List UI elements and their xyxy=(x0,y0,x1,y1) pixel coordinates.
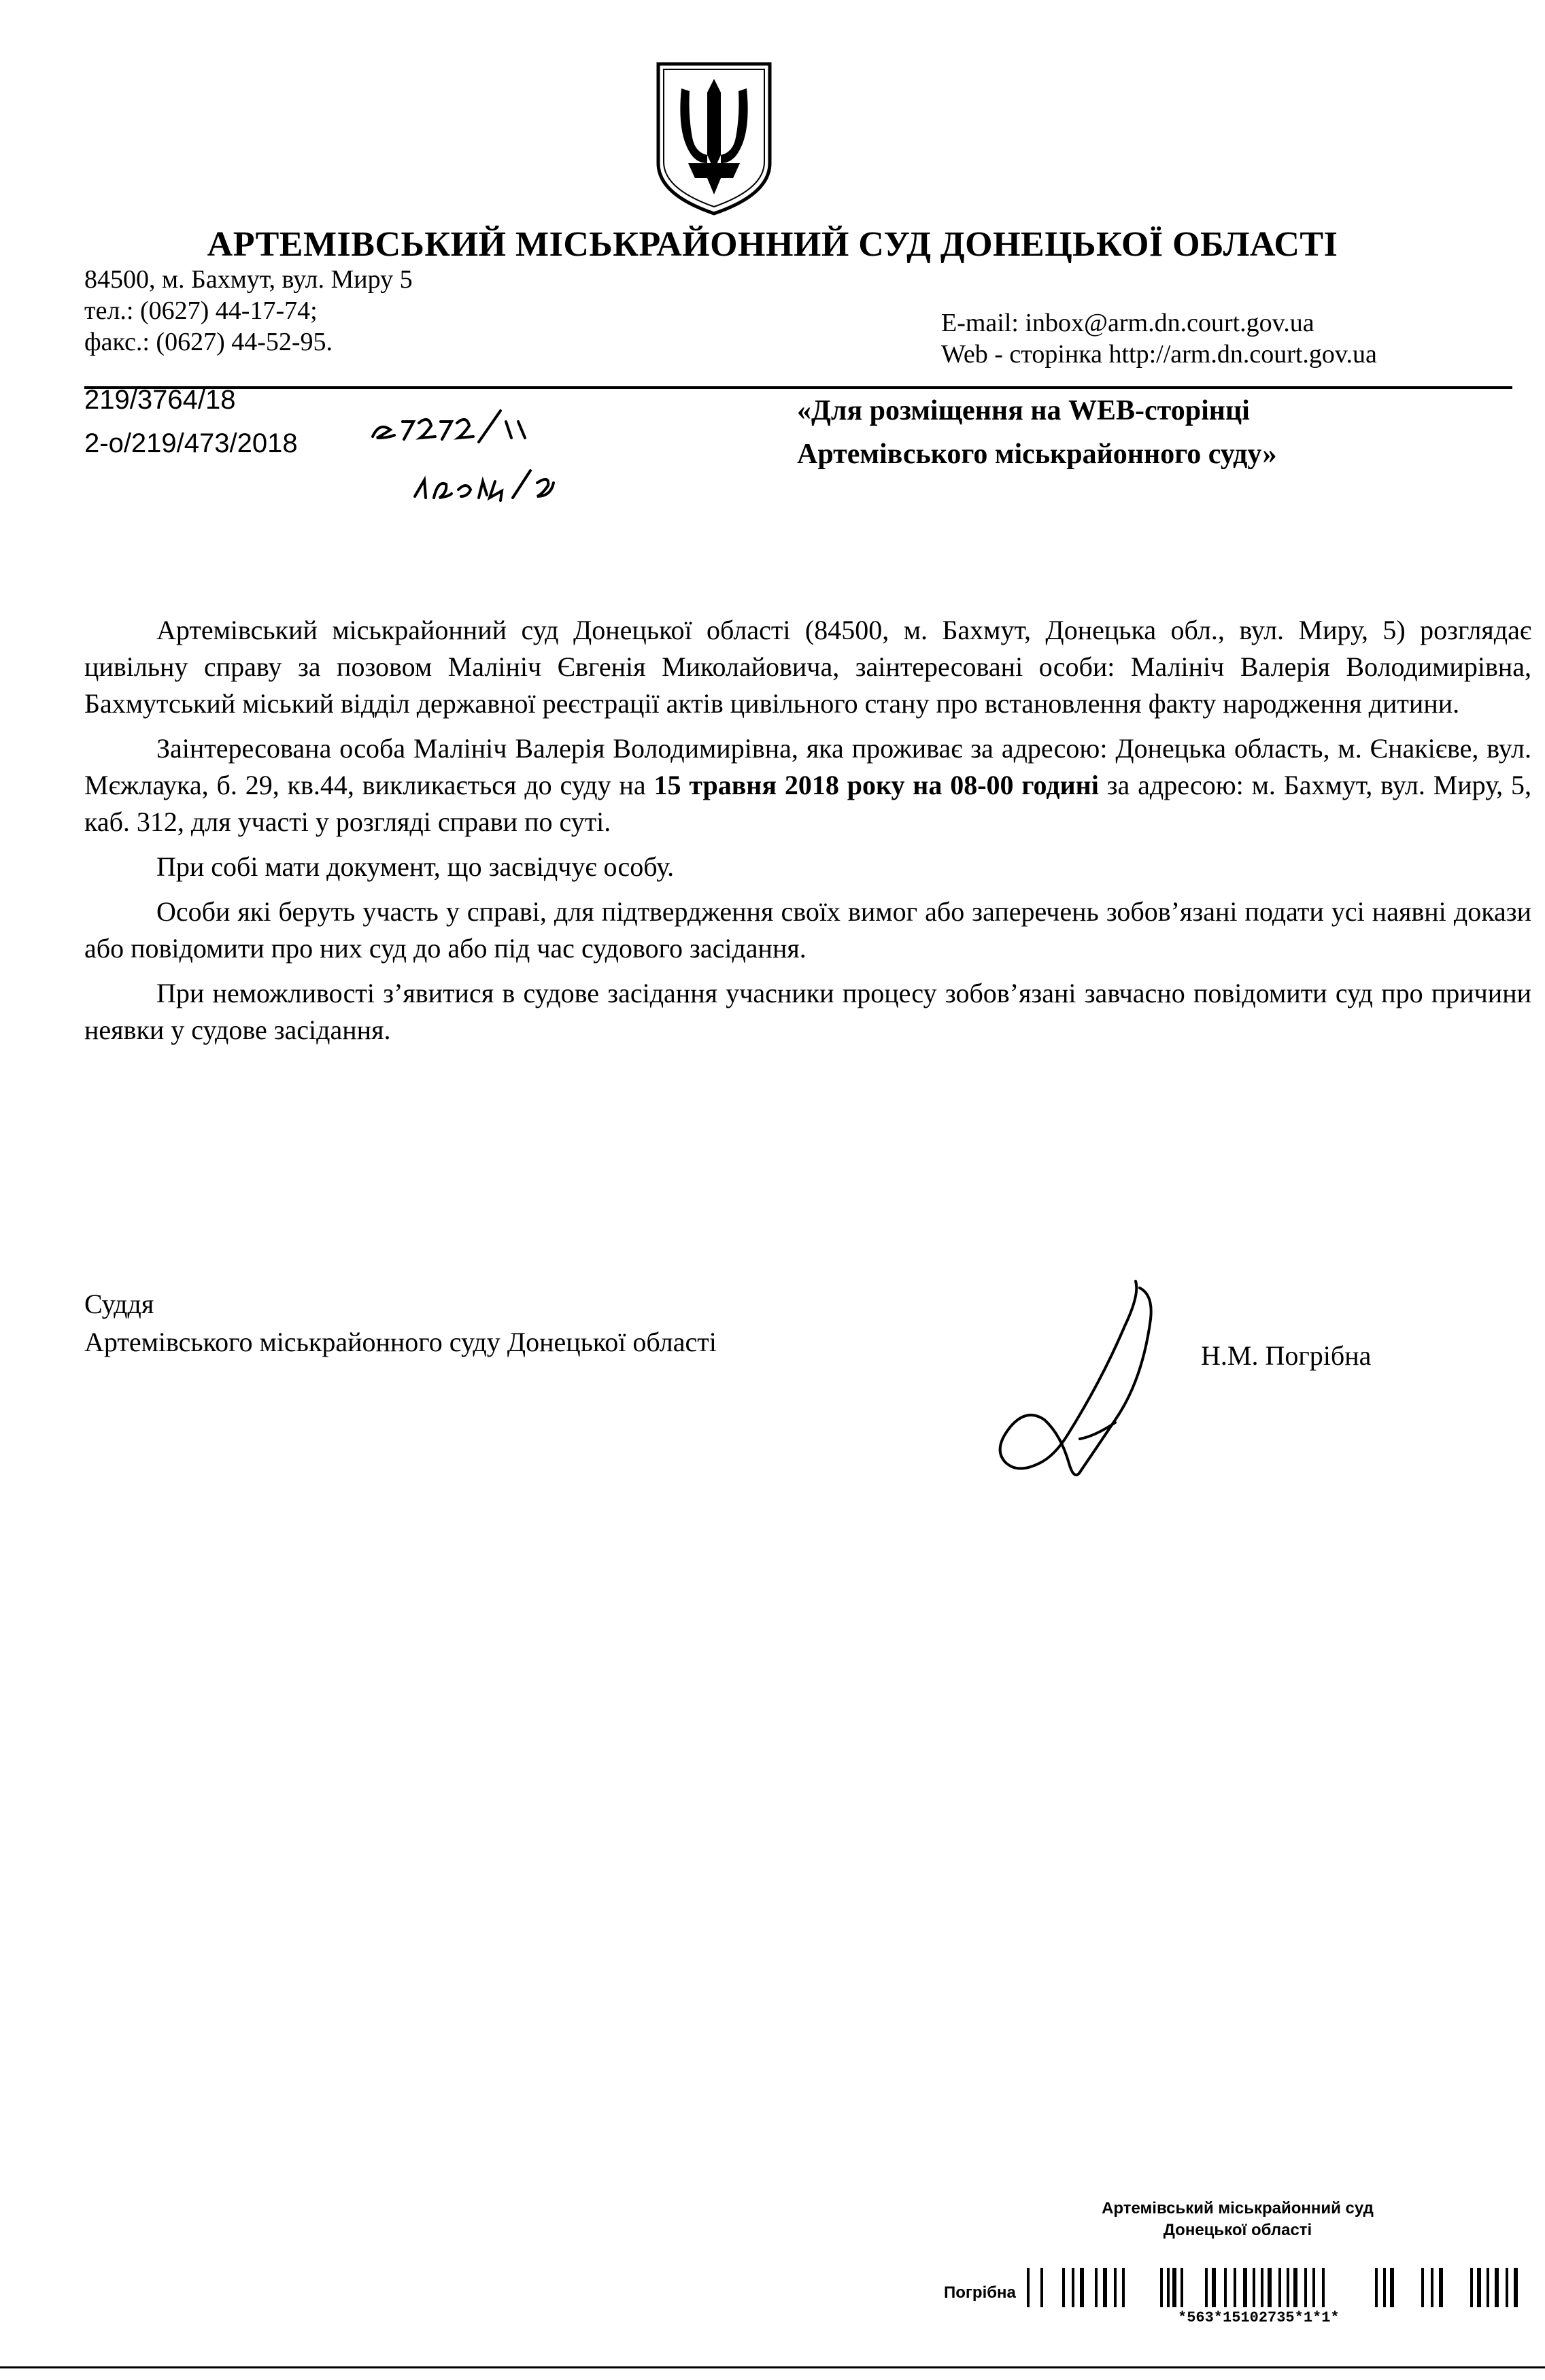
stamp-court-line2: Донецької області xyxy=(1163,2221,1312,2239)
body-paragraph-2 xyxy=(84,730,1531,840)
judge-court: Артемівського міськрайонного суду Донецької області xyxy=(84,1327,717,1357)
coat-of-arms-icon xyxy=(654,61,774,216)
court-address: 84500, м. Бахмут, вул. Миру 5 xyxy=(84,265,413,294)
summons-body xyxy=(84,612,1531,1057)
judge-name: Н.М. Погрібна xyxy=(1201,1340,1372,1371)
paragraph-2-end: за адресою: м. Бахмут, вул. Миру, 5, каб. 312, для участі у розгляді справи по суті. xyxy=(84,770,1531,837)
stamp-court-name xyxy=(1034,2198,1442,2241)
court-contacts-left xyxy=(84,264,413,358)
web-note-line1: «Для розміщення на WEB-сторінці xyxy=(797,395,1250,426)
judge-title: Суддя xyxy=(84,1289,154,1319)
handwritten-signature xyxy=(979,1278,1163,1503)
stamp-judge-name: Погрібна xyxy=(944,2283,1016,2302)
stamp-court-line1: Артемівський міськрайонний суд xyxy=(1102,2199,1374,2217)
signature-block xyxy=(84,1285,717,1361)
court-contacts-right xyxy=(941,307,1377,370)
court-web: Web - сторінка http://arm.dn.court.gov.ua xyxy=(941,340,1377,369)
hearing-datetime: 15 травня 2018 року на 08-00 годині xyxy=(653,770,1099,800)
court-fax: факс.: (0627) 44-52-95. xyxy=(84,328,333,356)
case-references xyxy=(84,378,298,465)
paragraph-2-start: Заінтересована особа Малініч Валерія Володимирівна, яка проживає за адресою: Донецька область, м. Єнакієве, вул. Мєжлаука, б. 29, кв.44, викликається до суду на xyxy=(84,733,1531,800)
body-paragraph-1: Артемівський міськрайонний суд Донецької області (84500, м. Бахмут, Донецька обл., вул. Миру, 5) розглядає цивільну справу за позовом Малініч Євгенія Миколайовича, заінтересовані особи: Малініч Валерія Володимирівна, Бахмутський міський відділ державної реєстрації актів цивільного стану про встановлення факту народження дитини. xyxy=(84,615,1531,719)
court-email: E-mail: inbox@arm.dn.court.gov.ua xyxy=(941,309,1314,337)
proceeding-number: 2-о/219/473/2018 xyxy=(84,428,298,458)
web-note-line2: Артемівського міськрайонного суду» xyxy=(797,439,1277,470)
body-paragraph-3: При собі мати документ, що засвідчує особу. xyxy=(156,851,675,882)
handwritten-registration-note xyxy=(367,394,585,517)
barcode-icon xyxy=(1027,2268,1522,2307)
web-publication-note xyxy=(797,389,1276,476)
page-bottom-edge xyxy=(0,2366,1545,2368)
body-paragraph-4: Особи які беруть участь у справі, для підтвердження своїх вимог або заперечень зобов’язані подати усі наявні докази або повідомити про них суд до або під час судового засідання. xyxy=(84,896,1531,964)
court-phone: тел.: (0627) 44-17-74; xyxy=(84,296,318,325)
court-title: АРТЕМІВСЬКИЙ МІСЬКРАЙОННИЙ СУД ДОНЕЦЬКОЇ ОБЛАСТІ xyxy=(207,225,1338,264)
body-paragraph-5: При неможливості з’явитися в судове засідання учасники процесу зобов’язані завчасно повідомити суд про причини неявки у судове засідання. xyxy=(84,978,1531,1045)
barcode-number: *563*15102735*1*1* xyxy=(1178,2309,1340,2326)
case-number: 219/3764/18 xyxy=(84,385,236,415)
